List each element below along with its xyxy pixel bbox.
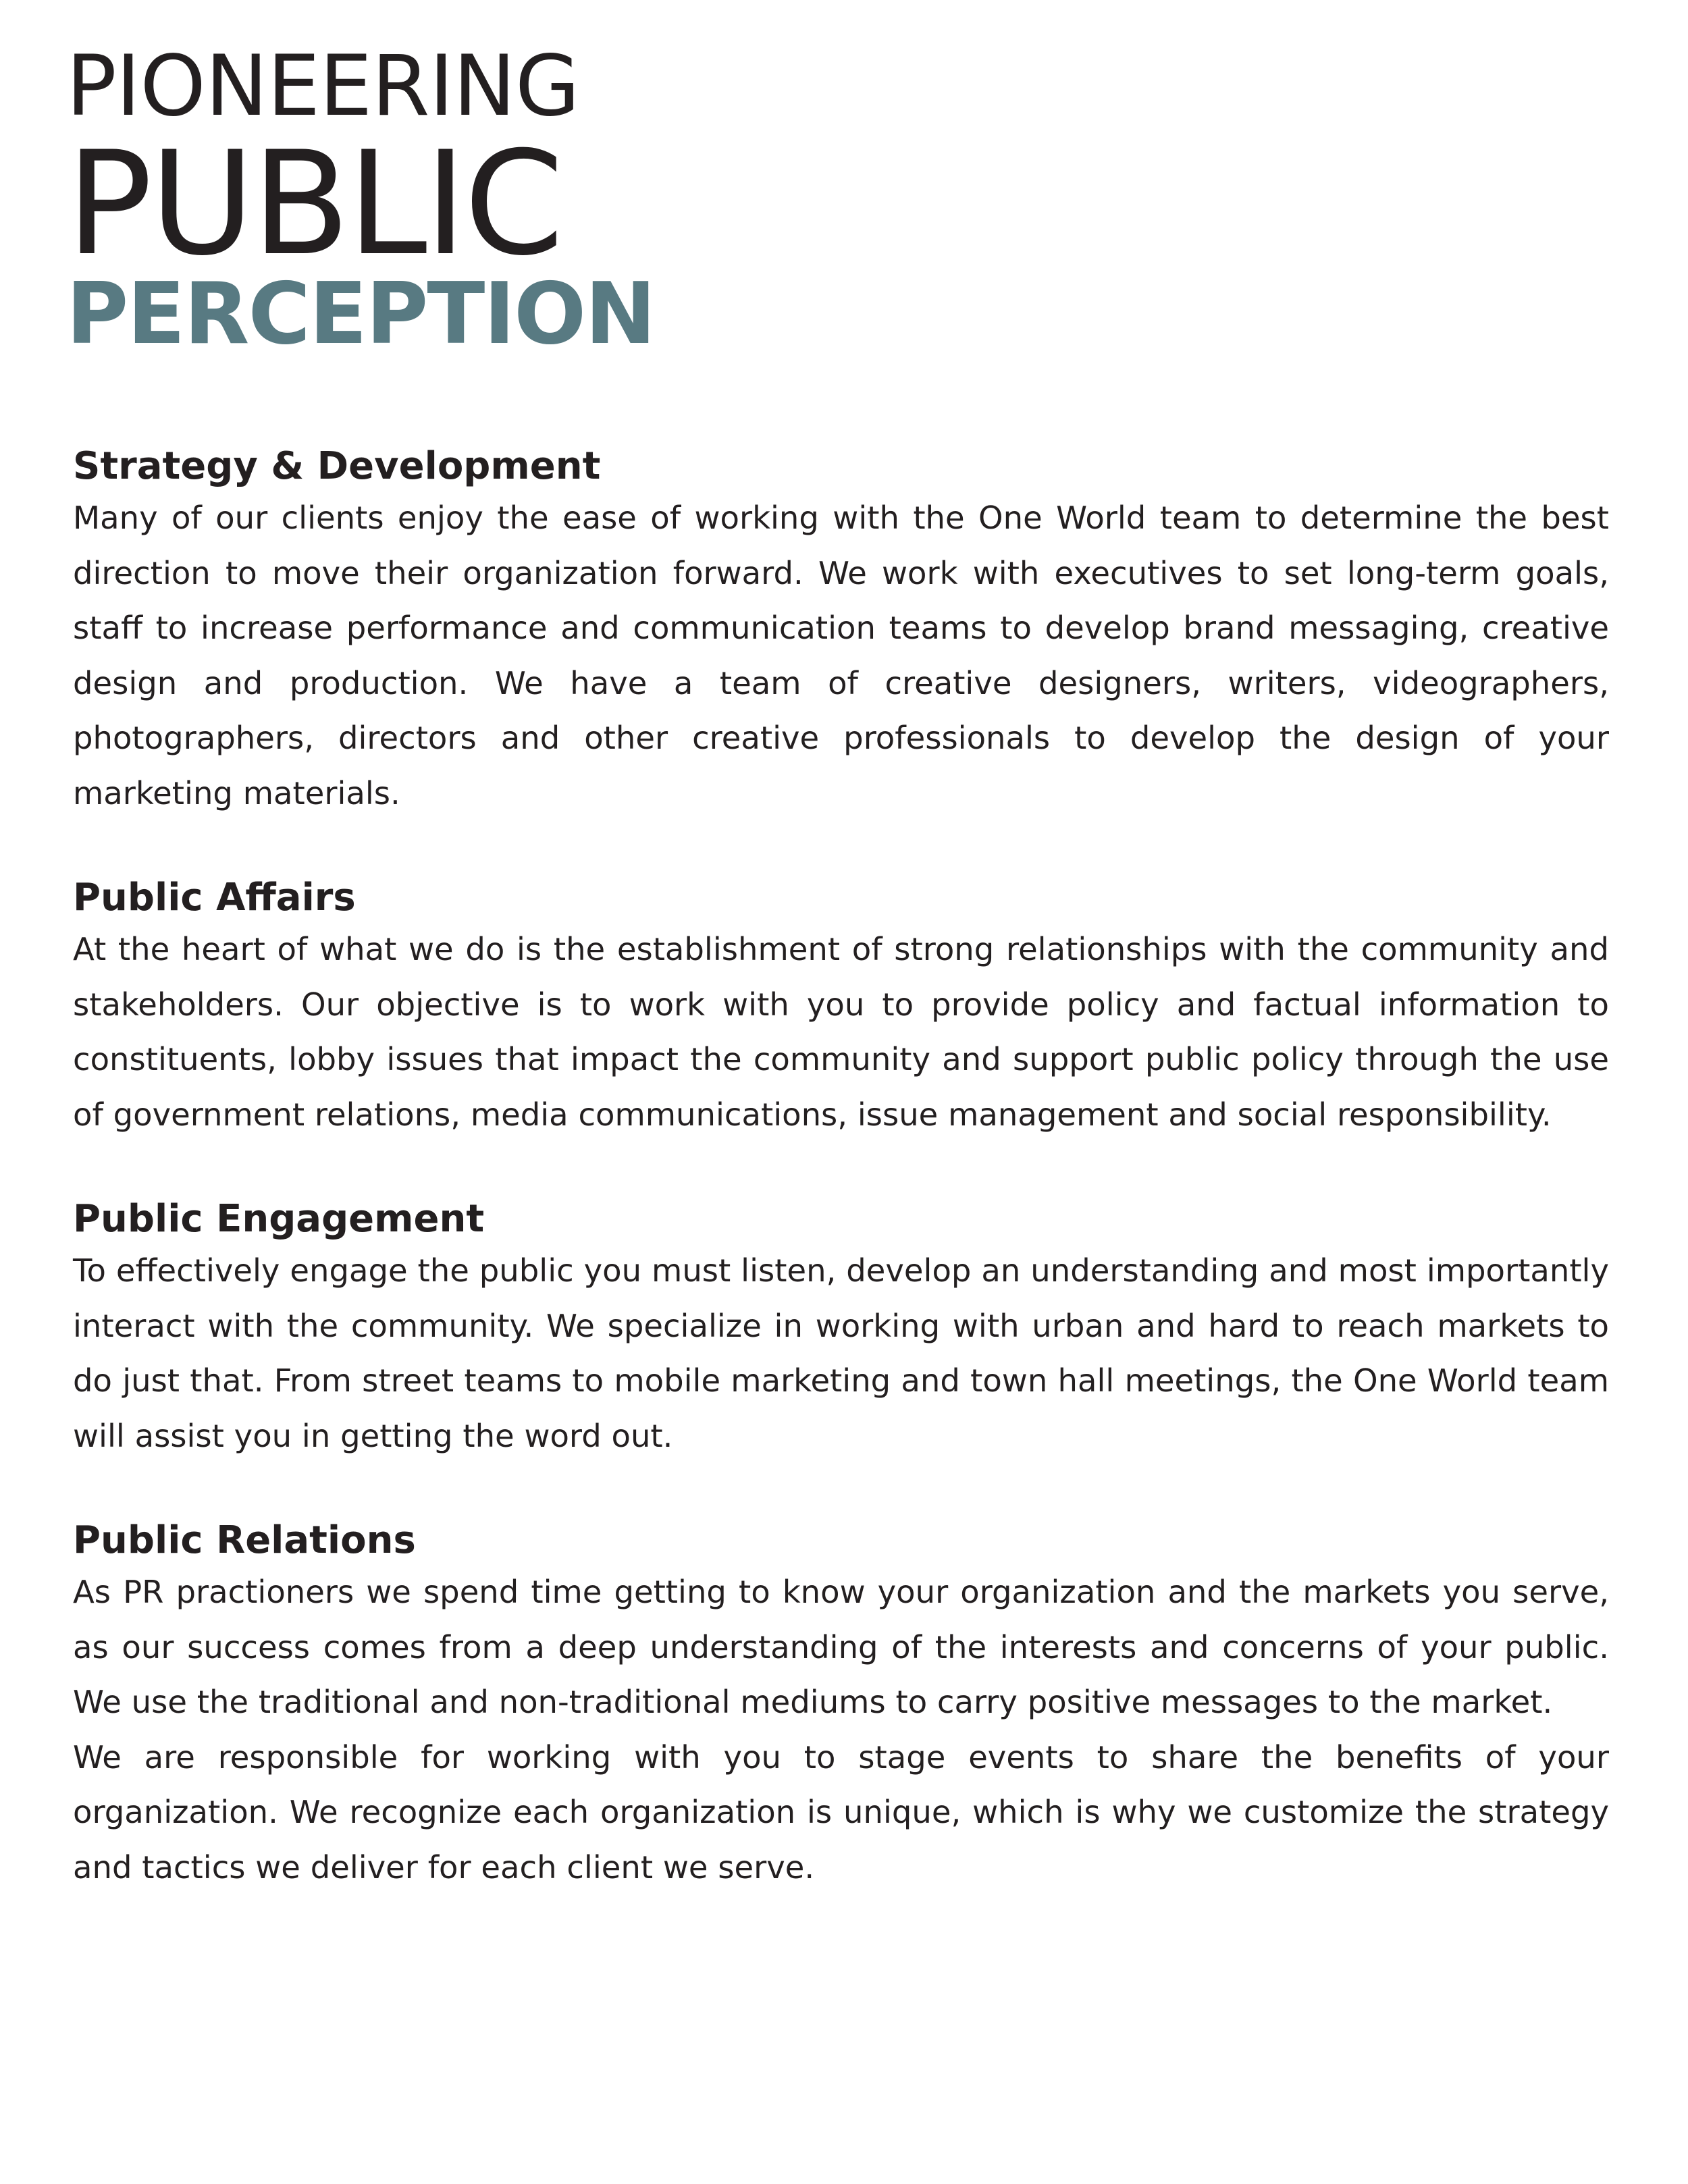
- title-line-public: PUBLIC: [66, 120, 562, 287]
- section-paragraph: As PR practioners we spend time getting to know your organization and the markets you serve, as our success comes from a deep understanding of the interests and concerns of your public. We use the traditional and non-traditional mediums to carry positive messages to the market.: [73, 1574, 1609, 1720]
- page-title: [66, 38, 655, 366]
- section-heading: Public Affairs: [73, 876, 356, 920]
- section-paragraph: Many of our clients enjoy the ease of working with the One World team to determine the best direction to move their organization forward. We work with executives to set long-term goals, staff to increase performance and communication teams to develop brand messaging, creative design and production. We have a team of creative designers, writers, videographers, photographers, directors and other creative professionals to develop the design of your marketing materials.: [73, 500, 1609, 811]
- title-line-perception: PERCEPTION: [66, 264, 655, 363]
- section-strategy-development: [73, 442, 1609, 821]
- section-public-relations: [73, 1516, 1609, 1895]
- section-public-affairs: [73, 874, 1609, 1142]
- section-public-engagement: [73, 1195, 1609, 1464]
- section-paragraph: We are responsible for working with you to stage events to share the benefits of your organization. We recognize each organization is unique, which is why we customize the strategy and tactics we deliver for each client we serve.: [73, 1738, 1609, 1886]
- section-paragraph: At the heart of what we do is the establishment of strong relationships with the community and stakeholders. Our objective is to work with you to provide policy and factual information to constituents, lobby issues that impact the community and support public policy through the use of government relations, media communications, issue management and social responsibility.: [73, 931, 1609, 1133]
- section-heading: Public Engagement: [73, 1197, 485, 1241]
- section-heading: Public Relations: [73, 1518, 416, 1562]
- title-line-pioneering: PIONEERING: [66, 38, 579, 135]
- services-content: [73, 442, 1609, 1948]
- section-paragraph: To effectively engage the public you must listen, develop an understanding and most importantly interact with the community. We specialize in working with urban and hard to reach markets to do just that. From street teams to mobile marketing and town hall meetings, the One World team will assist you in getting the word out.: [73, 1252, 1609, 1454]
- section-heading: Strategy & Development: [73, 444, 601, 488]
